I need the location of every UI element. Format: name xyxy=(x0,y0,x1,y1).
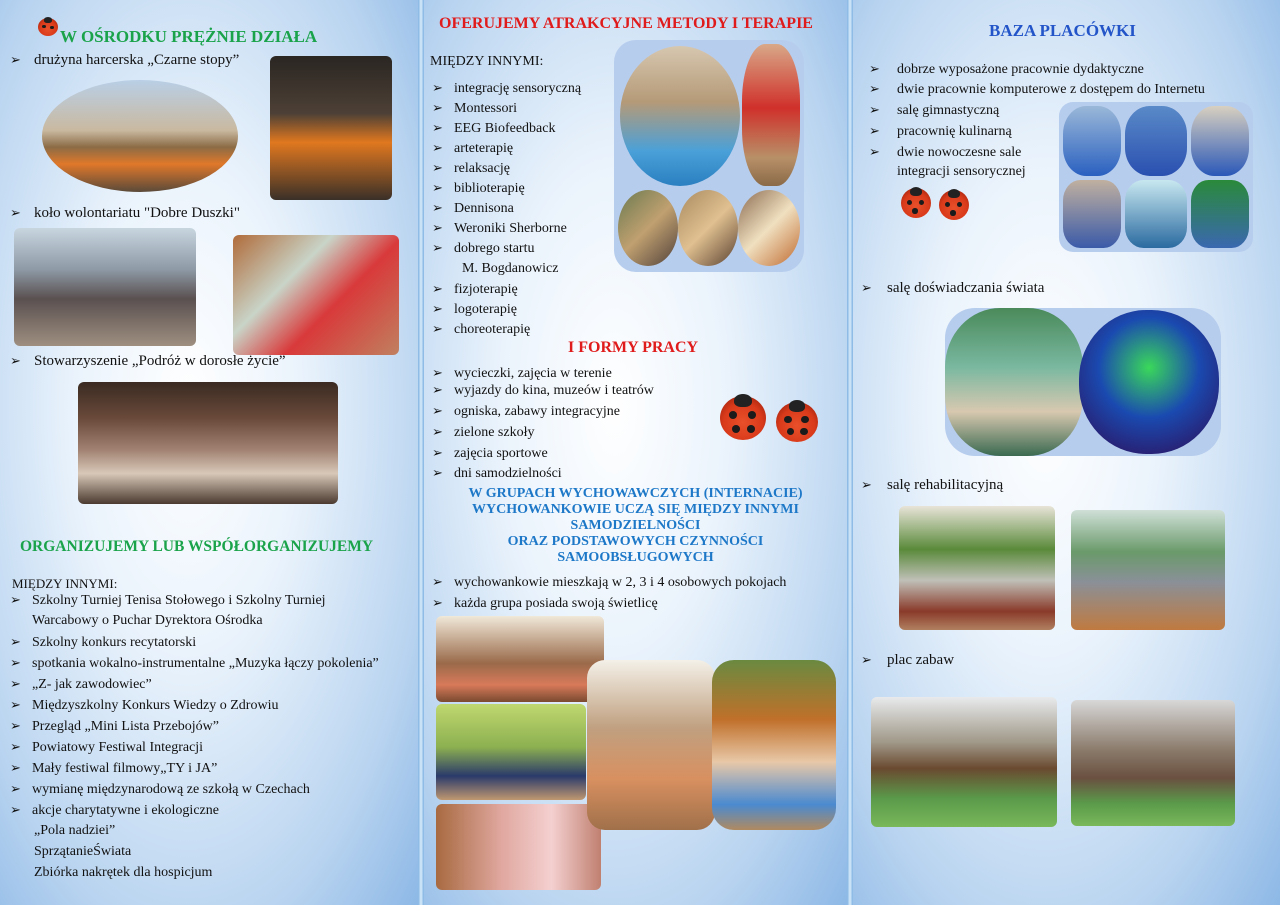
photo-rehab-2 xyxy=(1071,510,1225,630)
list-item: ➢ wycieczki, zajęcia w terenie xyxy=(432,365,612,381)
list-item: ➢ dwie nowoczesne sale xyxy=(869,144,1022,160)
list-item: ➢ akcje charytatywne i ekologiczne xyxy=(10,802,219,818)
photo-collage-therapies xyxy=(614,40,804,272)
section-heading: ORGANIZUJEMY LUB WSPÓŁORGANIZUJEMY xyxy=(20,538,374,555)
list-item: ➢ arteterapię xyxy=(432,140,514,156)
list-subitem: M. Bogdanowicz xyxy=(462,261,559,276)
subheading: MIĘDZY INNYMI: xyxy=(430,54,544,69)
list-item: ➢ pracownię kulinarną xyxy=(869,123,1012,139)
list-subitem: SprzątanieŚwiata xyxy=(34,844,132,859)
list-item: ➢ Mały festiwal filmowy„TY i JA” xyxy=(10,760,218,776)
list-item: ➢ dobrego startu xyxy=(432,240,535,256)
list-item: ➢ wyjazdy do kina, muzeów i teatrów xyxy=(432,382,654,398)
right-panel xyxy=(853,0,1280,905)
list-item: ➢ Szkolny Turniej Tenisa Stołowego i Szkolny Turniej xyxy=(10,592,326,608)
list-item: ➢ salę rehabilitacyjną xyxy=(861,477,1004,493)
photo-room-3 xyxy=(436,804,601,890)
section-heading: BAZA PLACÓWKI xyxy=(989,21,1136,40)
photo-stowarzyszenie xyxy=(78,382,338,504)
list-item: ➢ Przegląd „Mini Lista Przebojów” xyxy=(10,718,220,734)
list-item: ➢ „Z- jak zawodowiec” xyxy=(10,676,152,692)
list-item: ➢ choreoterapię xyxy=(432,321,531,337)
list-item: ➢ Stowarzyszenie „Podróż w dorosłe życie” xyxy=(10,353,286,369)
photo-kids-table xyxy=(712,660,836,830)
list-subitem: Zbiórka nakrętek dla hospicjum xyxy=(34,865,213,880)
photo-harcerze-krakow xyxy=(42,80,238,192)
list-item: ➢ fizjoterapię xyxy=(432,281,518,297)
section-heading: W OŚRODKU PRĘŻNIE DZIAŁA xyxy=(60,27,318,46)
list-item: ➢ ogniska, zabawy integracyjne xyxy=(432,403,620,419)
ladybug-icon xyxy=(720,396,766,440)
list-subitem: integracji sensorycznej xyxy=(897,164,1026,179)
list-item: ➢ zielone szkoły xyxy=(432,424,535,440)
ladybug-icon xyxy=(901,188,931,218)
section-heading: I FORMY PRACY xyxy=(568,339,699,356)
list-item: ➢ logoterapię xyxy=(432,301,517,317)
list-item: ➢ salę doświadczania świata xyxy=(861,280,1045,296)
photo-harcerze-noc xyxy=(270,56,392,200)
photo-room-2 xyxy=(436,704,586,800)
list-item: ➢ Weroniki Sherborne xyxy=(432,220,567,236)
photo-sensory-room xyxy=(945,308,1221,456)
ladybug-icon xyxy=(38,18,58,36)
list-item: ➢ EEG Biofeedback xyxy=(432,120,556,136)
list-item: ➢ salę gimnastyczną xyxy=(869,102,1000,118)
ladybug-icon xyxy=(939,190,969,220)
list-item: ➢ zajęcia sportowe xyxy=(432,445,548,461)
list-item-continued: Warcabowy o Puchar Dyrektora Ośrodka xyxy=(32,613,263,628)
photo-wolontariat-group xyxy=(14,228,196,346)
list-item: ➢ drużyna harcerska „Czarne stopy” xyxy=(10,52,240,68)
subheading: MIĘDZY INNYMI: xyxy=(12,576,118,591)
list-item: ➢ każda grupa posiada swoją świetlicę xyxy=(432,595,658,611)
list-item: ➢ Montessori xyxy=(432,100,517,116)
list-item: ➢ Powiatowy Festiwal Integracji xyxy=(10,739,204,755)
list-item: ➢ spotkania wokalno-instrumentalne „Muzyka łączy pokolenia” xyxy=(10,655,379,671)
photo-collage-gym xyxy=(1059,102,1253,252)
photo-rehab-1 xyxy=(899,506,1055,630)
list-item: ➢ dni samodzielności xyxy=(432,465,562,481)
photo-playground-2 xyxy=(1071,700,1235,826)
photo-room-1 xyxy=(436,616,604,702)
list-item: ➢ Międzyszkolny Konkurs Wiedzy o Zdrowiu xyxy=(10,697,279,713)
list-item: ➢ Dennisona xyxy=(432,200,514,216)
list-item: ➢ koło wolontariatu "Dobre Duszki" xyxy=(10,205,240,221)
dorm-heading: W GRUPACH WYCHOWAWCZYCH (INTERNACIE) WYCHOWANKOWIE UCZĄ SIĘ MIĘDZY INNYMI SAMODZIELNOŚCI ORAZ PODSTAWOWYCH CZYNNOŚCI SAMOOBSŁUGOWYCH xyxy=(468,486,803,565)
list-item: ➢ wychowankowie mieszkają w 2, 3 i 4 osobowych pokojach xyxy=(432,574,787,590)
section-heading: OFERUJEMY ATRAKCYJNE METODY I TERAPIE xyxy=(439,15,813,32)
middle-panel xyxy=(424,0,847,905)
left-panel xyxy=(0,0,418,905)
photo-common-room xyxy=(587,660,715,830)
list-item: ➢ Szkolny konkurs recytatorski xyxy=(10,634,197,650)
list-item: ➢ biblioterapię xyxy=(432,180,525,196)
list-item: ➢ dobrze wyposażone pracownie dydaktyczne xyxy=(869,61,1144,77)
list-item: ➢ relaksację xyxy=(432,160,510,176)
list-item: ➢ plac zabaw xyxy=(861,652,955,668)
list-subitem: „Pola nadziei” xyxy=(34,823,116,838)
list-item: ➢ wymianę międzynarodową ze szkołą w Czechach xyxy=(10,781,310,797)
list-item: ➢ dwie pracownie komputerowe z dostępem do Internetu xyxy=(869,81,1205,97)
photo-playground-1 xyxy=(871,697,1057,827)
ladybug-icon xyxy=(776,402,818,442)
list-item: ➢ integrację sensoryczną xyxy=(432,80,582,96)
photo-wolontariat-bed xyxy=(233,235,399,355)
